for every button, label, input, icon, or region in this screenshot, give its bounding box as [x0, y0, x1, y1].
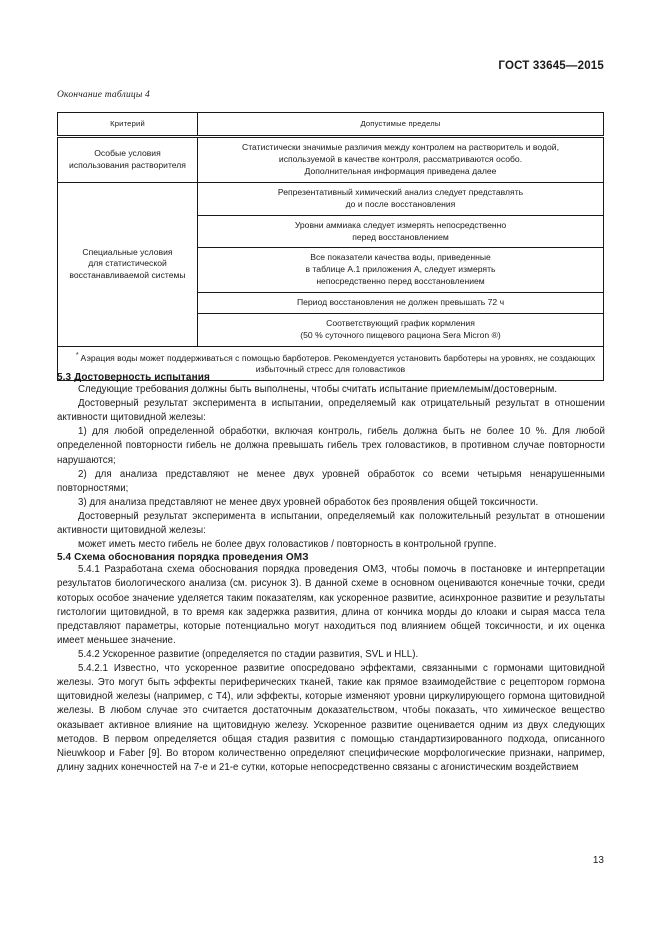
- table-cell-limit: Статистически значимые различия между контролем на растворитель и водой, используемой в качестве контроля, рассматриваются особо. Дополнительная информация приведена далее: [198, 137, 604, 183]
- footnote-marker-icon: *: [75, 351, 79, 359]
- paragraph: может иметь место гибель не более двух головастиков / повторность в контрольной группе.: [78, 539, 497, 551]
- section-heading-5-3: 5.3 Достоверность испытания: [57, 372, 210, 383]
- table-caption: Окончание таблицы 4: [57, 90, 151, 100]
- table-row: [58, 183, 604, 216]
- paragraph: 5.4.1 Разработана схема обоснования порядка проведения ОМЗ, чтобы помочь в постановке и интерпретации результатов биологического анализа (см. рисунок 3). В данной схеме в основном оцениваются конечные точки, среди которых особое значение уделяется таким показателям, как ускоренное развитие, асинхронное развитие и результаты гистологии щитовидной, в то время как задержка развития, длина от кончика морды до клоаки и сырая масса тела представляют параметры, которые потенциально могут находиться под влиянием общей токсичности, и их оценка имеет меньшее значение.: [57, 564, 605, 646]
- table-cell-limit: Соответствующий график кормления (50 % суточного пищевого рациона Sera Micron ®): [198, 313, 604, 346]
- table-header-criterion: Критерий: [58, 113, 198, 137]
- table-cell-limit: Все показатели качества воды, приведенные в таблице А.1 приложения А, следует измерять непосредственно перед восстановлением: [198, 248, 604, 293]
- paragraph: 2) для анализа представляют не менее двух уровней обработок со всеми четырьмя ненарушенными повторностями;: [57, 468, 605, 494]
- section-heading-5-4: 5.4 Схема обоснования порядка проведения ОМЗ: [57, 552, 309, 564]
- criteria-table: [57, 112, 604, 381]
- table-cell-limit: Репрезентативный химический анализ следует представлять до и после восстановления: [198, 183, 604, 216]
- page-number: 13: [592, 855, 604, 866]
- table-row: [58, 137, 604, 183]
- table-container: [57, 112, 604, 381]
- table-cell-limit: Уровни аммиака следует измерять непосредственно перед восстановлением: [198, 215, 604, 248]
- footnote-text: Аэрация воды может поддерживаться с помощью барботеров. Рекомендуется установить барботеры на уровнях, не создающих избыточный стресс для головастиков: [80, 352, 596, 375]
- table-body: [58, 137, 604, 381]
- paragraph: Следующие требования должны быть выполнены, чтобы считать испытание приемлемым/достоверным.: [78, 384, 558, 395]
- paragraph: Достоверный результат эксперимента в испытании, определяемый как положительный результат в отношении активности щитовидной железы:: [57, 510, 605, 537]
- table-cell-limit: Период восстановления не должен превышать 72 ч: [198, 293, 604, 314]
- table-cell-criterion: Специальные условия для статистической восстанавливаемой системы: [58, 183, 198, 347]
- paragraph: Достоверный результат эксперимента в испытании, определяемый как отрицательный результат в отношении активности щитовидной железы:: [57, 398, 605, 424]
- table-header-limits: Допустимые пределы: [198, 113, 604, 137]
- document-body: [57, 372, 605, 775]
- paragraph: 3) для анализа представляют не менее двух уровней обработок без проявления общей токсичности.: [78, 496, 539, 508]
- paragraph: 5.4.2 Ускоренное развитие (определяется по стадии развития, SVL и HLL).: [78, 648, 419, 660]
- paragraph: 5.4.2.1 Известно, что ускоренное развитие опосредовано эффектами, связанными с гормонами щитовидной железы. Это могут быть эффекты периферических тканей, такие как прямое взаимодействие с рецептором гормона щитовидной железы (например, с Т4), или эффекты, которые изменяют уровни циркулирующего гормона щитовидной железы. В любом случае это считается достаточным доказательством, чтобы показать, что химическое вещество оказывает активное влияние на щитовидную железу. Ускоренное развитие оценивается одним из двух следующих методов. В первом определяется общая стадия развития с помощью стандартизированного подхода, описанного Nieuwkoop и Faber [9]. Во втором количественно определяют специфические морфологические признаки, например, длину задних конечностей на 7-е и 21-е сутки, которые непосредственно связаны с агонистическим воздействием: [57, 663, 605, 773]
- table-cell-criterion: Особые условия использования растворителя: [58, 137, 198, 183]
- table-header-row: [58, 113, 604, 137]
- paragraph: 1) для любой определенной обработки, включая контроль, гибель должна быть не более 10 %. Для любой определенной повторности гибель не должна превышать гибель трех головастиков, в противном случае повторности нарушаются;: [57, 426, 605, 466]
- document-header-standard-id: ГОСТ 33645—2015: [498, 60, 604, 72]
